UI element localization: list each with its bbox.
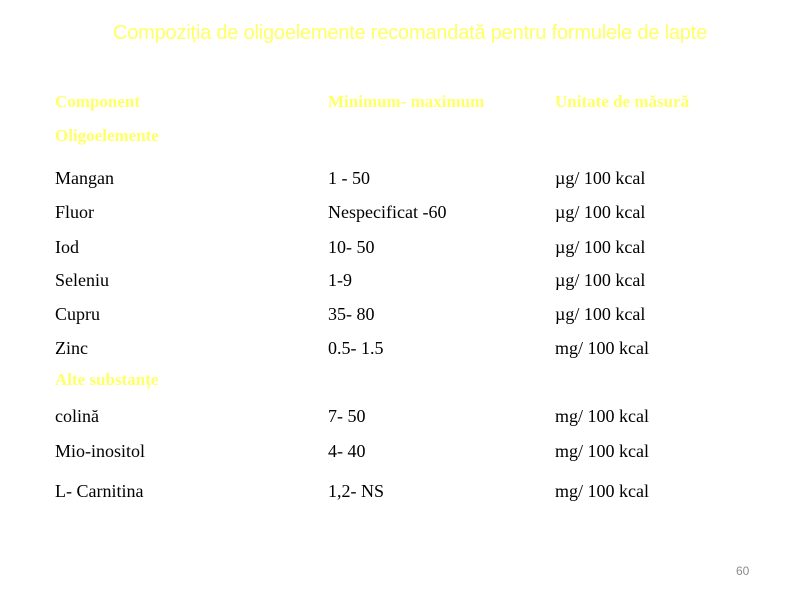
range-cell: 10- 50 [328, 237, 375, 257]
table-row [0, 302, 800, 326]
table-header-row [0, 90, 800, 114]
unit-cell: µg/ 100 kcal [555, 168, 646, 188]
range-cell: 1-9 [328, 270, 352, 290]
unit-cell: mg/ 100 kcal [555, 406, 649, 426]
unit-cell: mg/ 100 kcal [555, 481, 649, 501]
range-cell: 4- 40 [328, 441, 366, 461]
header-min-max: Minimum- maximum [328, 92, 485, 111]
table-row [0, 479, 800, 503]
table-row [0, 404, 800, 428]
header-unit: Unitate de măsură [555, 92, 690, 111]
range-cell: 1 - 50 [328, 168, 370, 188]
page-number: 60 [736, 564, 750, 578]
range-cell: Nespecificat -60 [328, 202, 447, 222]
table-row [0, 235, 800, 259]
unit-cell: µg/ 100 kcal [555, 304, 646, 324]
component-cell: Mangan [55, 168, 114, 188]
unit-cell: µg/ 100 kcal [555, 202, 646, 222]
table-row [0, 166, 800, 190]
table-row [0, 336, 800, 360]
component-cell: L- Carnitina [55, 481, 144, 501]
section-label-row [0, 368, 800, 392]
component-cell: Iod [55, 237, 79, 257]
section-oligoelemente: Oligoelemente [55, 126, 159, 145]
table-row [0, 200, 800, 224]
unit-cell: µg/ 100 kcal [555, 270, 646, 290]
component-cell: Mio-inositol [55, 441, 146, 461]
table-row [0, 268, 800, 292]
section-alte-substante: Alte substanțe [55, 370, 159, 389]
range-cell: 35- 80 [328, 304, 375, 324]
unit-cell: mg/ 100 kcal [555, 338, 649, 358]
component-cell: Zinc [55, 338, 88, 358]
component-cell: Seleniu [55, 270, 109, 290]
range-cell: 1,2- NS [328, 481, 385, 501]
range-cell: 0.5- 1.5 [328, 338, 384, 358]
range-cell: 7- 50 [328, 406, 366, 426]
header-component: Component [55, 92, 141, 111]
component-cell: Fluor [55, 202, 95, 222]
component-cell: colină [55, 406, 99, 426]
table-row [0, 439, 800, 463]
section-label-row [0, 124, 800, 148]
unit-cell: mg/ 100 kcal [555, 441, 649, 461]
component-cell: Cupru [55, 304, 100, 324]
slide-title: Compoziția de oligoelemente recomandată pentru formulele de lapte [112, 22, 708, 44]
unit-cell: µg/ 100 kcal [555, 237, 646, 257]
